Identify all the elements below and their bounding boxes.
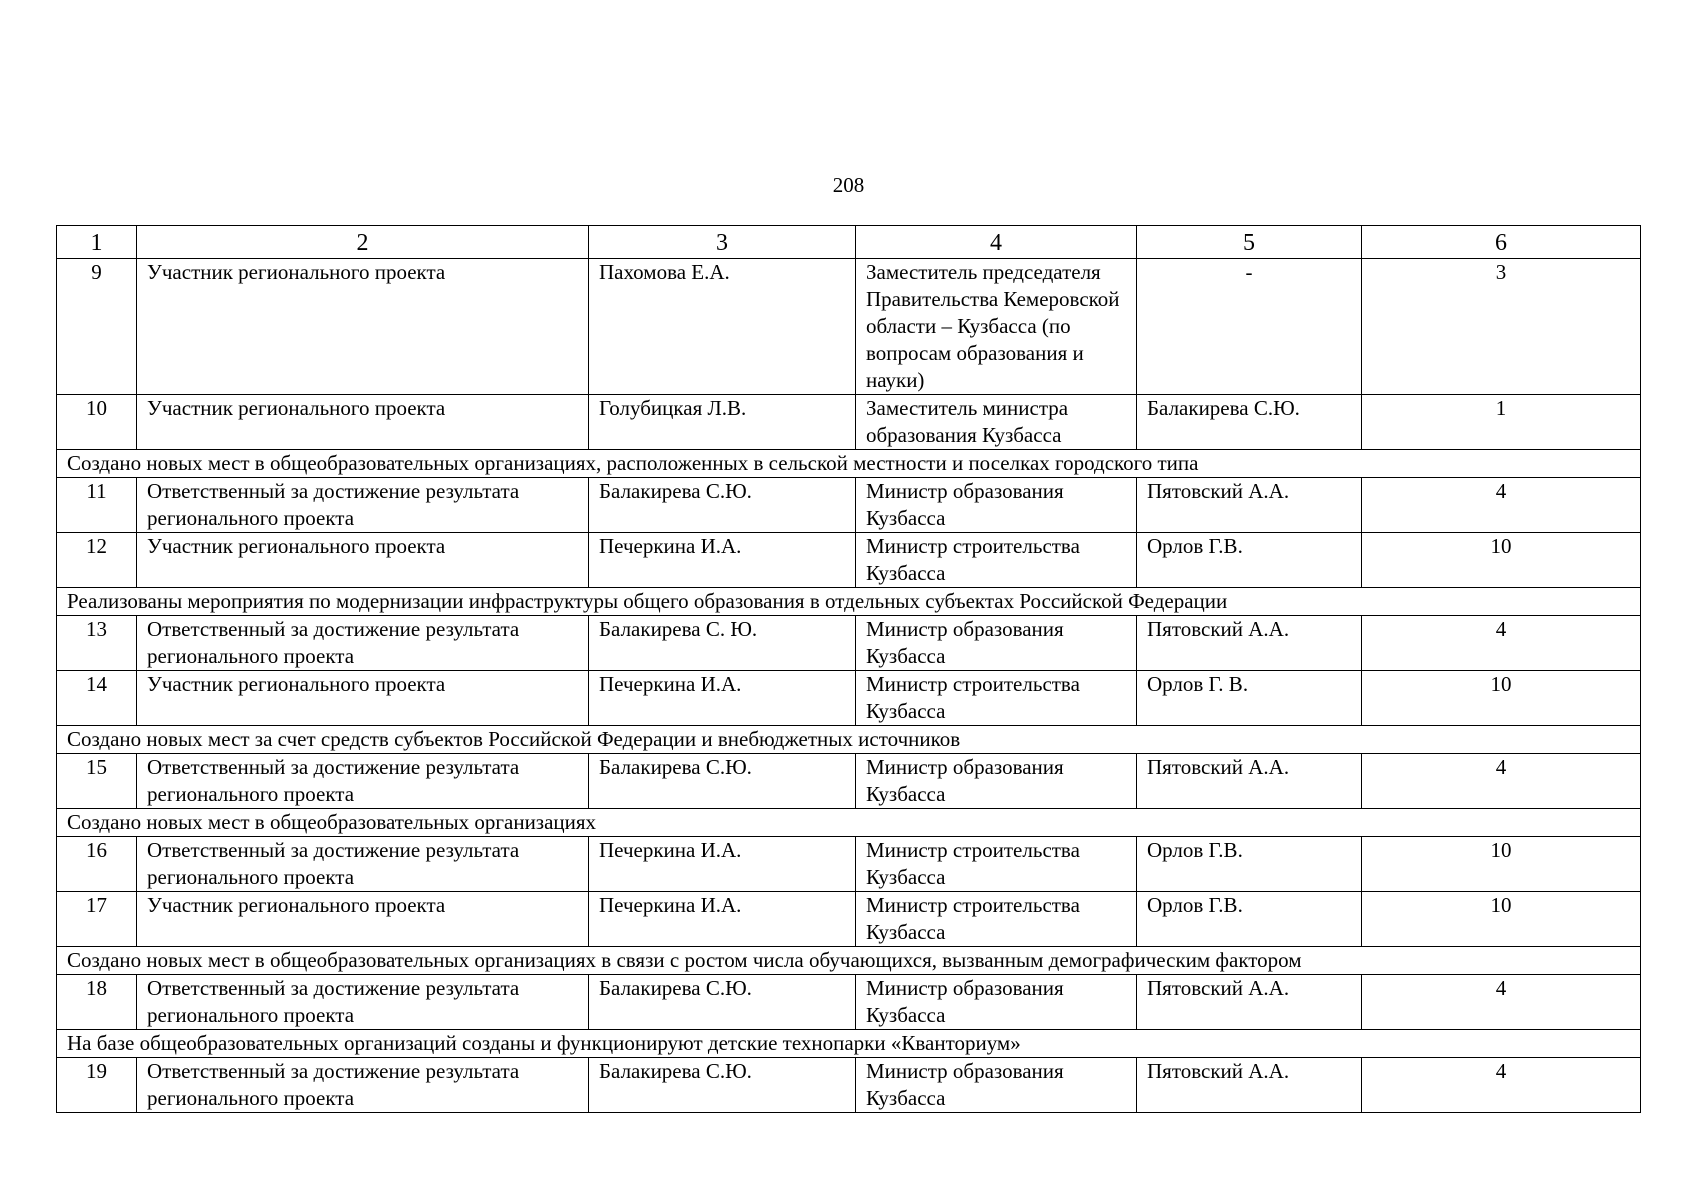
row-number-cell: 14	[57, 671, 137, 726]
column-header: 4	[856, 226, 1137, 259]
section-row	[57, 947, 1641, 975]
participants-table	[56, 225, 1641, 1113]
column-header: 6	[1362, 226, 1641, 259]
role-cell: Участник регионального проекта	[137, 259, 589, 395]
supervisor-cell: Балакирева С.Ю.	[1137, 395, 1362, 450]
responsible-name-cell: Пахомова Е.А.	[589, 259, 856, 395]
row-number-cell: 16	[57, 837, 137, 892]
role-cell: Участник регионального проекта	[137, 892, 589, 947]
table-row	[57, 975, 1641, 1030]
responsible-name-cell: Балакирева С.Ю.	[589, 478, 856, 533]
section-row	[57, 588, 1641, 616]
section-title: Создано новых мест в общеобразовательных организациях, расположенных в сельской местности и поселках городского типа	[57, 450, 1641, 478]
workload-cell: 3	[1362, 259, 1641, 395]
position-cell: Министр строительства Кузбасса	[856, 837, 1137, 892]
supervisor-cell: Пятовский А.А.	[1137, 478, 1362, 533]
responsible-name-cell: Балакирева С. Ю.	[589, 616, 856, 671]
workload-cell: 10	[1362, 892, 1641, 947]
role-cell: Ответственный за достижение результата регионального проекта	[137, 754, 589, 809]
table-row	[57, 671, 1641, 726]
column-header: 2	[137, 226, 589, 259]
workload-cell: 10	[1362, 837, 1641, 892]
supervisor-cell: Пятовский А.А.	[1137, 1058, 1362, 1113]
position-cell: Заместитель министра образования Кузбасса	[856, 395, 1137, 450]
role-cell: Участник регионального проекта	[137, 533, 589, 588]
workload-cell: 4	[1362, 975, 1641, 1030]
position-cell: Министр образования Кузбасса	[856, 616, 1137, 671]
table-row	[57, 616, 1641, 671]
row-number-cell: 17	[57, 892, 137, 947]
workload-cell: 4	[1362, 616, 1641, 671]
position-cell: Заместитель председателя Правительства Кемеровской области – Кузбасса (по вопросам образования и науки)	[856, 259, 1137, 395]
supervisor-cell: Пятовский А.А.	[1137, 754, 1362, 809]
responsible-name-cell: Печеркина И.А.	[589, 837, 856, 892]
section-row	[57, 809, 1641, 837]
responsible-name-cell: Балакирева С.Ю.	[589, 975, 856, 1030]
responsible-name-cell: Печеркина И.А.	[589, 533, 856, 588]
position-cell: Министр строительства Кузбасса	[856, 671, 1137, 726]
section-row	[57, 1030, 1641, 1058]
workload-cell: 10	[1362, 533, 1641, 588]
role-cell: Ответственный за достижение результата регионального проекта	[137, 837, 589, 892]
row-number-cell: 9	[57, 259, 137, 395]
workload-cell: 1	[1362, 395, 1641, 450]
row-number-cell: 13	[57, 616, 137, 671]
row-number-cell: 18	[57, 975, 137, 1030]
position-cell: Министр строительства Кузбасса	[856, 533, 1137, 588]
position-cell: Министр образования Кузбасса	[856, 975, 1137, 1030]
row-number-cell: 11	[57, 478, 137, 533]
row-number-cell: 10	[57, 395, 137, 450]
workload-cell: 4	[1362, 754, 1641, 809]
row-number-cell: 12	[57, 533, 137, 588]
supervisor-cell: Пятовский А.А.	[1137, 975, 1362, 1030]
column-header: 1	[57, 226, 137, 259]
role-cell: Участник регионального проекта	[137, 395, 589, 450]
workload-cell: 4	[1362, 1058, 1641, 1113]
responsible-name-cell: Голубицкая Л.В.	[589, 395, 856, 450]
responsible-name-cell: Печеркина И.А.	[589, 671, 856, 726]
table-row	[57, 837, 1641, 892]
position-cell: Министр образования Кузбасса	[856, 478, 1137, 533]
supervisor-cell: Орлов Г.В.	[1137, 533, 1362, 588]
table-row	[57, 478, 1641, 533]
section-title: Реализованы мероприятия по модернизации инфраструктуры общего образования в отдельных субъектах Российской Федерации	[57, 588, 1641, 616]
position-cell: Министр строительства Кузбасса	[856, 892, 1137, 947]
position-cell: Министр образования Кузбасса	[856, 1058, 1137, 1113]
table-row	[57, 395, 1641, 450]
role-cell: Ответственный за достижение результата регионального проекта	[137, 1058, 589, 1113]
table-header-row	[57, 226, 1641, 259]
responsible-name-cell: Балакирева С.Ю.	[589, 754, 856, 809]
section-title: Создано новых мест в общеобразовательных организациях в связи с ростом числа обучающихся, вызванным демографическим фактором	[57, 947, 1641, 975]
supervisor-cell: Орлов Г. В.	[1137, 671, 1362, 726]
workload-cell: 10	[1362, 671, 1641, 726]
section-row	[57, 450, 1641, 478]
supervisor-cell: Орлов Г.В.	[1137, 892, 1362, 947]
table-row	[57, 259, 1641, 395]
row-number-cell: 15	[57, 754, 137, 809]
section-title: Создано новых мест в общеобразовательных организациях	[57, 809, 1641, 837]
role-cell: Ответственный за достижение результата регионального проекта	[137, 616, 589, 671]
responsible-name-cell: Балакирева С.Ю.	[589, 1058, 856, 1113]
supervisor-cell: Орлов Г.В.	[1137, 837, 1362, 892]
table-row	[57, 754, 1641, 809]
role-cell: Участник регионального проекта	[137, 671, 589, 726]
section-title: Создано новых мест за счет средств субъектов Российской Федерации и внебюджетных источников	[57, 726, 1641, 754]
row-number-cell: 19	[57, 1058, 137, 1113]
table-row	[57, 533, 1641, 588]
role-cell: Ответственный за достижение результата регионального проекта	[137, 478, 589, 533]
supervisor-cell: Пятовский А.А.	[1137, 616, 1362, 671]
supervisor-cell: -	[1137, 259, 1362, 395]
page-number: 208	[832, 173, 865, 197]
table-body	[57, 259, 1641, 1113]
table-row	[57, 1058, 1641, 1113]
role-cell: Ответственный за достижение результата регионального проекта	[137, 975, 589, 1030]
responsible-name-cell: Печеркина И.А.	[589, 892, 856, 947]
workload-cell: 4	[1362, 478, 1641, 533]
column-header: 3	[589, 226, 856, 259]
section-title: На базе общеобразовательных организаций созданы и функционируют детские технопарки «Кванториум»	[57, 1030, 1641, 1058]
column-header: 5	[1137, 226, 1362, 259]
section-row	[57, 726, 1641, 754]
position-cell: Министр образования Кузбасса	[856, 754, 1137, 809]
table-row	[57, 892, 1641, 947]
